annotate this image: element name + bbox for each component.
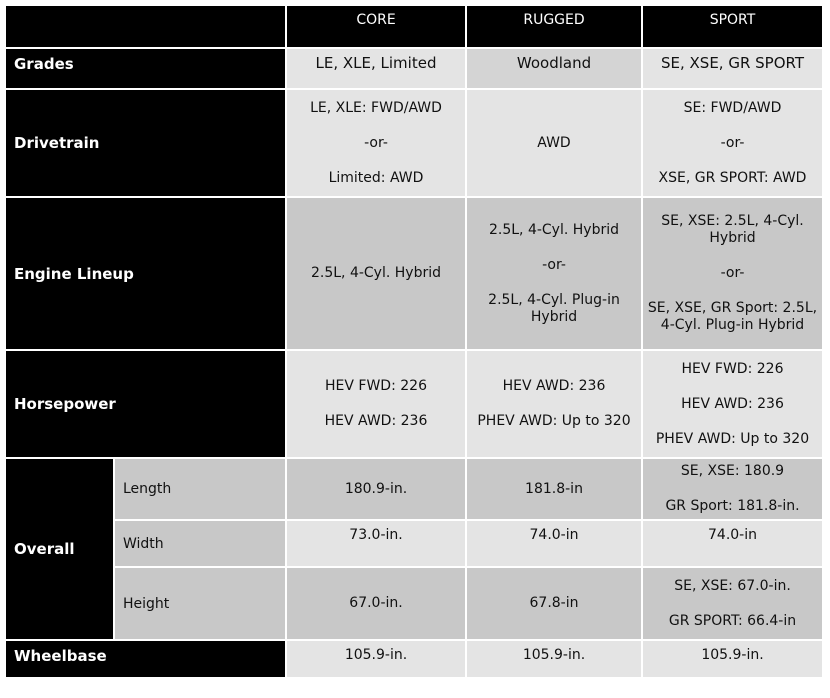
horsepower-rugged [467, 351, 641, 457]
corner-cell [6, 6, 285, 47]
specs-table [4, 4, 824, 679]
row-height [6, 568, 822, 639]
horsepower-core [287, 351, 465, 457]
row-drivetrain [6, 90, 822, 196]
engine-rugged [467, 198, 641, 349]
label-grades: Grades [6, 49, 285, 88]
drivetrain-core [287, 90, 465, 196]
length-sport-line: GR Sport: 181.8-in. [665, 498, 800, 514]
length-core: 180.9-in. [287, 459, 465, 519]
height-rugged: 67.8-in [467, 568, 641, 639]
row-length [6, 459, 822, 519]
drivetrain-sport-line: XSE, GR SPORT: AWD [658, 169, 807, 186]
horsepower-sport-line: HEV FWD: 226 [681, 360, 784, 377]
header-rugged: RUGGED [467, 6, 641, 47]
drivetrain-core-line: Limited: AWD [328, 169, 424, 186]
grades-rugged: Woodland [467, 49, 641, 88]
engine-core: 2.5L, 4-Cyl. Hybrid [287, 198, 465, 349]
engine-sport-line: SE, XSE: 2.5L, 4-Cyl. Hybrid [661, 213, 804, 246]
row-width [6, 521, 822, 566]
engine-sport-line: SE, XSE, GR Sport: 2.5L, 4-Cyl. Plug-in Hybrid [647, 300, 818, 333]
engine-rugged-line: 2.5L, 4-Cyl. Hybrid [488, 221, 619, 238]
row-horsepower [6, 351, 822, 457]
horsepower-rugged-line: PHEV AWD: Up to 320 [477, 413, 631, 429]
drivetrain-core-line: LE, XLE: FWD/AWD [310, 99, 442, 116]
width-rugged: 74.0-in [467, 521, 641, 566]
label-overall: Overall [6, 459, 113, 639]
wheelbase-core: 105.9-in. [287, 641, 465, 677]
grades-core: LE, XLE, Limited [287, 49, 465, 88]
drivetrain-sport-line: -or- [720, 134, 745, 151]
row-grades [6, 49, 822, 88]
engine-sport [643, 198, 822, 349]
horsepower-core-line: HEV AWD: 236 [324, 413, 428, 429]
height-sport-line: GR SPORT: 66.4-in [668, 612, 797, 629]
height-sport [643, 568, 822, 639]
horsepower-rugged-line: HEV AWD: 236 [502, 378, 606, 394]
horsepower-sport [643, 351, 822, 457]
grades-sport: SE, XSE, GR SPORT [643, 49, 822, 88]
row-wheelbase [6, 641, 822, 677]
height-sport-line: SE, XSE: 67.0-in. [674, 577, 791, 594]
width-core: 73.0-in. [287, 521, 465, 566]
length-rugged: 181.8-in [467, 459, 641, 519]
label-wheelbase: Wheelbase [6, 641, 285, 677]
label-height: Height [115, 568, 285, 639]
drivetrain-rugged: AWD [467, 90, 641, 196]
horsepower-core-line: HEV FWD: 226 [325, 378, 427, 394]
row-engine [6, 198, 822, 349]
horsepower-sport-line: HEV AWD: 236 [681, 395, 784, 412]
height-core: 67.0-in. [287, 568, 465, 639]
length-sport-line: SE, XSE: 180.9 [680, 463, 785, 479]
header-row [6, 6, 822, 47]
engine-rugged-line: 2.5L, 4-Cyl. Plug-in Hybrid [488, 291, 620, 325]
header-core: CORE [287, 6, 465, 47]
label-length: Length [115, 459, 285, 519]
drivetrain-sport-line: SE: FWD/AWD [683, 99, 782, 116]
length-sport [643, 459, 822, 519]
engine-sport-line: -or- [720, 265, 745, 281]
wheelbase-rugged: 105.9-in. [467, 641, 641, 677]
drivetrain-sport [643, 90, 822, 196]
label-engine: Engine Lineup [6, 198, 285, 349]
header-sport: SPORT [643, 6, 822, 47]
width-sport: 74.0-in [643, 521, 822, 566]
label-horsepower: Horsepower [6, 351, 285, 457]
wheelbase-sport: 105.9-in. [643, 641, 822, 677]
horsepower-sport-line: PHEV AWD: Up to 320 [655, 430, 810, 447]
label-drivetrain: Drivetrain [6, 90, 285, 196]
drivetrain-core-line: -or- [364, 134, 388, 151]
label-width: Width [115, 521, 285, 566]
engine-rugged-line: -or- [542, 256, 566, 273]
